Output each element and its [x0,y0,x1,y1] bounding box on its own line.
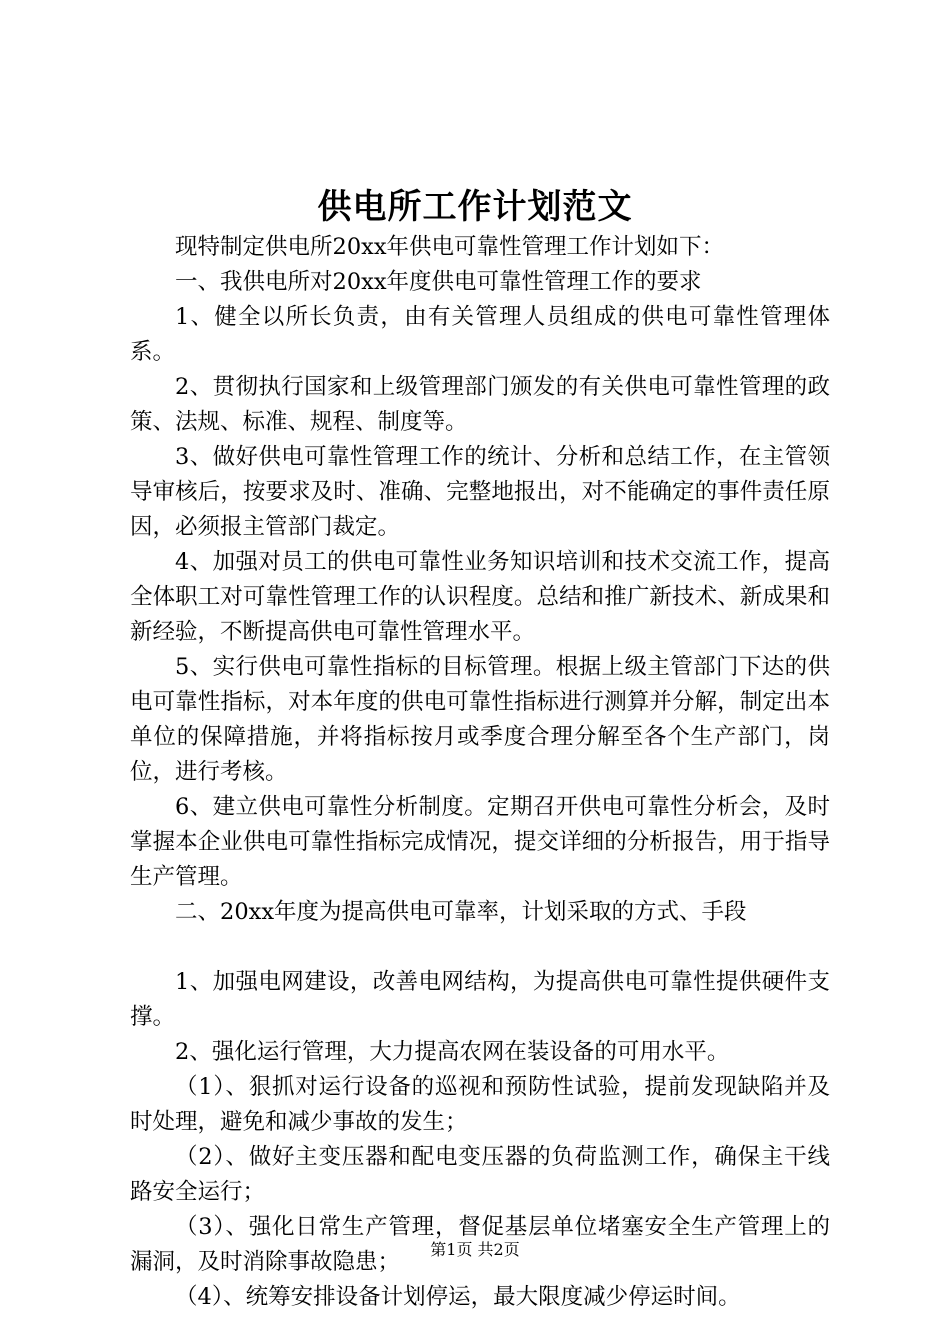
document-body [130,230,830,1315]
paragraph-subitem-4: （4）、统筹安排设备计划停运，最大限度减少停运时间。 [175,1284,741,1310]
page-footer: 第1页 共2页 [430,1240,520,1259]
paragraph-item-3: 3、做好供电可靠性管理工作的统计、分析和总结工作，在主管领导审核后，按要求及时、准确、完整地报出，对不能确定的事件责任原因，必须报主管部门裁定。 [130,444,830,540]
section-heading-2: 二、20xx年度为提高供电可靠率，计划采取的方式、手段 [175,899,747,925]
section-heading-1: 一、我供电所对20xx年度供电可靠性管理工作的要求 [175,269,702,295]
paragraph-subitem-1: （1）、狠抓对运行设备的巡视和预防性试验，提前发现缺陷并及时处理，避免和减少事故的发生； [130,1074,830,1135]
paragraph-item-4: 4、加强对员工的供电可靠性业务知识培训和技术交流工作，提高全体职工对可靠性管理工作的认识程度。总结和推广新技术、新成果和新经验，不断提高供电可靠性管理水平。 [130,549,830,645]
paragraph-measure-1: 1、加强电网建设，改善电网结构，为提高供电可靠性提供硬件支撑。 [130,969,830,1030]
paragraph-item-6: 6、建立供电可靠性分析制度。定期召开供电可靠性分析会，及时掌握本企业供电可靠性指标完成情况，提交详细的分析报告，用于指导生产管理。 [130,794,830,890]
paragraph-measure-2: 2、强化运行管理，大力提高农网在装设备的可用水平。 [175,1039,730,1065]
paragraph-item-1: 1、健全以所长负责，由有关管理人员组成的供电可靠性管理体系。 [130,304,830,365]
paragraph-subitem-2: （2）、做好主变压器和配电变压器的负荷监测工作，确保主干线路安全运行； [130,1144,830,1205]
paragraph-item-2: 2、贯彻执行国家和上级管理部门颁发的有关供电可靠性管理的政策、法规、标准、规程、制度等。 [130,374,830,435]
paragraph-subitem-3: （3）、强化日常生产管理，督促基层单位堵塞安全生产管理上的漏洞，及时消除事故隐患； [130,1214,830,1275]
document-title: 供电所工作计划范文 [317,187,633,227]
paragraph-intro: 现特制定供电所20xx年供电可靠性管理工作计划如下： [175,234,725,260]
paragraph-item-5: 5、实行供电可靠性指标的目标管理。根据上级主管部门下达的供电可靠性指标，对本年度的供电可靠性指标进行测算并分解，制定出本单位的保障措施，并将指标按月或季度合理分解至各个生产部门，岗位，进行考核。 [130,654,830,785]
